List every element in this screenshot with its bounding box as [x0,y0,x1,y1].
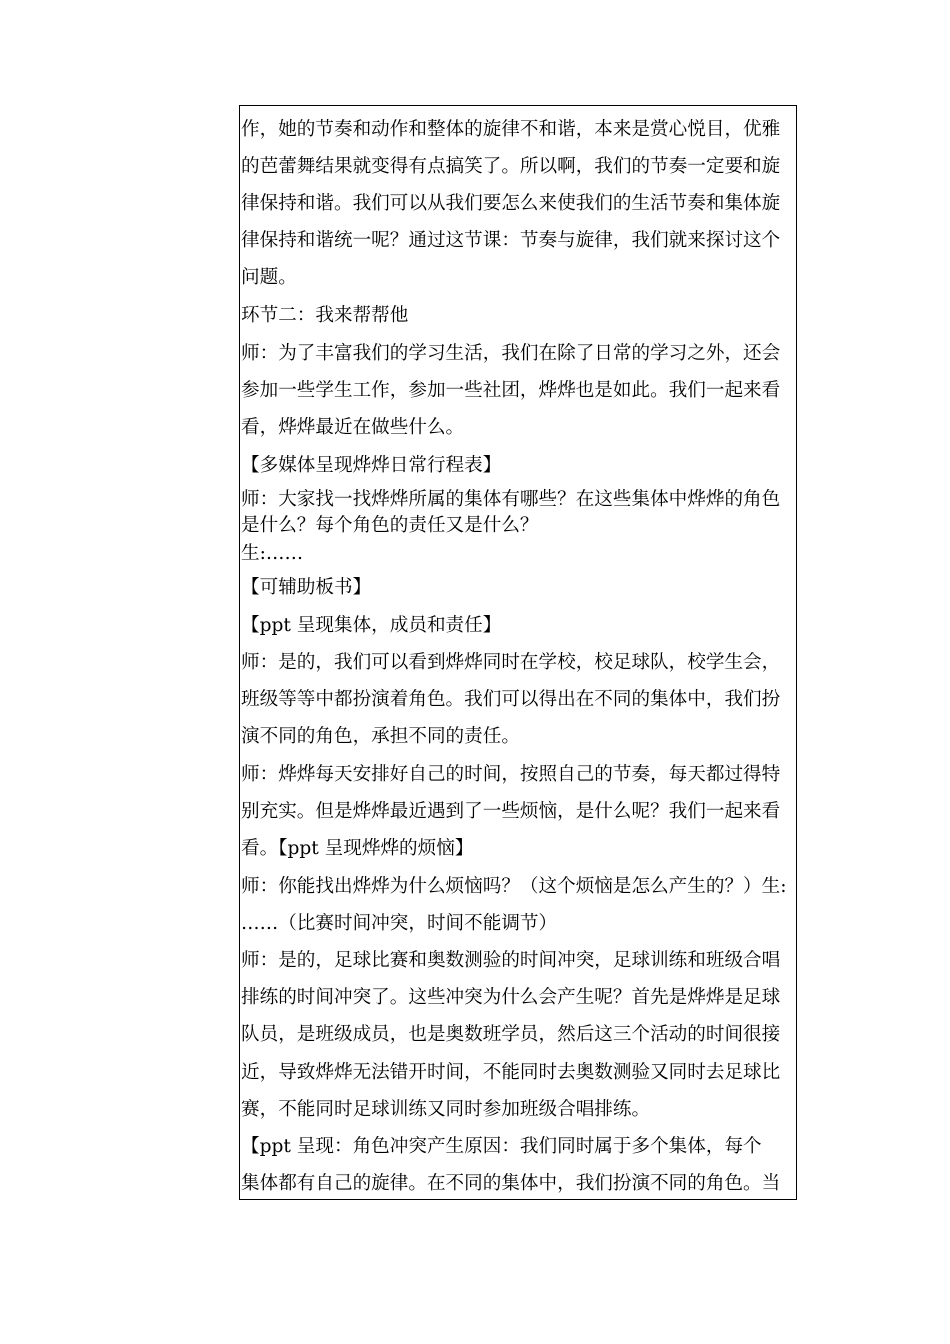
text-line-18: 演不同的角色，承担不同的责任。 [241,726,520,747]
text-line-10: 【多媒体呈现烨烨日常行程表】 [241,455,502,476]
text-line-14: 【可辅助板书】 [241,577,372,598]
text-line-17: 班级等等中都扮演着角色。我们可以得出在不同的集体中，我们扮 [241,689,781,710]
text-line-5: 问题。 [241,267,297,288]
text-line-4: 律保持和谐统一呢？通过这节课：节奏与旋律，我们就来探讨这个 [241,230,781,251]
text-line-25: 排练的时间冲突了。这些冲突为什么会产生呢？首先是烨烨是足球 [241,987,781,1008]
text-line-19: 师：烨烨每天安排好自己的时间，按照自己的节奏，每天都过得特 [241,764,781,785]
text-line-3: 律保持和谐。我们可以从我们要怎么来使我们的生活节奏和集体旋 [241,193,781,214]
text-line-28: 赛，不能同时足球训练又同时参加班级合唱排练。 [241,1099,651,1120]
lesson-plan-table-cell [239,105,797,1200]
text-line-16: 师：是的，我们可以看到烨烨同时在学校，校足球队，校学生会， [241,652,781,673]
text-line-6: 环节二：我来帮帮他 [241,305,409,326]
text-line-24: 师：是的，足球比赛和奥数测验的时间冲突，足球训练和班级合唱 [241,950,781,971]
text-line-12: 是什么？每个角色的责任又是什么？ [241,515,539,536]
text-line-30: 集体都有自己的旋律。在不同的集体中，我们扮演不同的角色。当 [241,1173,781,1194]
text-line-20: 别充实。但是烨烨最近遇到了一些烦恼，是什么呢？我们一起来看 [241,801,781,822]
text-line-27: 近，导致烨烨无法错开时间，不能同时去奥数测验又同时去足球比 [241,1062,781,1083]
text-line-13: 生:…… [241,543,304,564]
text-line-9: 看，烨烨最近在做些什么。 [241,417,465,438]
text-line-26: 队员，是班级成员，也是奥数班学员，然后这三个活动的时间很接 [241,1024,781,1045]
text-line-15: 【ppt 呈现集体，成员和责任】 [241,615,502,636]
text-line-7: 师：为了丰富我们的学习生活，我们在除了日常的学习之外，还会 [241,343,781,364]
text-line-21: 看。【ppt 呈现烨烨的烦恼】 [241,838,474,859]
text-line-22: 师：你能找出烨烨为什么烦恼吗？（这个烦恼是怎么产生的？）生: [241,876,787,897]
text-line-2: 的芭蕾舞结果就变得有点搞笑了。所以啊，我们的节奏一定要和旋 [241,156,781,177]
text-line-23: ……（比赛时间冲突，时间不能调节） [241,913,558,934]
text-line-11: 师：大家找一找烨烨所属的集体有哪些？在这些集体中烨烨的角色 [241,489,781,510]
text-line-1: 作，她的节奏和动作和整体的旋律不和谐，本来是赏心悦目，优雅 [241,119,781,140]
text-line-29: 【ppt 呈现：角色冲突产生原因：我们同时属于多个集体，每个 [241,1136,762,1157]
text-line-8: 参加一些学生工作，参加一些社团，烨烨也是如此。我们一起来看 [241,380,781,401]
